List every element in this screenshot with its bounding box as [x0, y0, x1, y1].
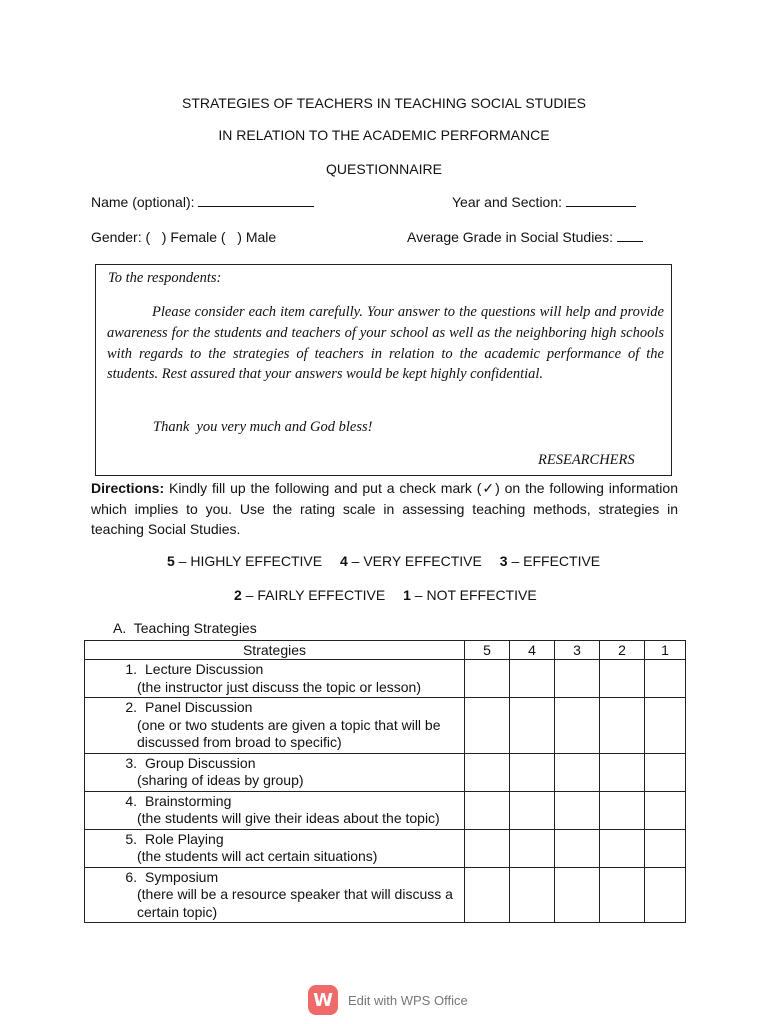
questionnaire-subtitle: QUESTIONNAIRE: [326, 161, 442, 177]
table-row: [85, 753, 686, 791]
wps-logo-icon: W: [308, 985, 338, 1015]
name-blank[interactable]: [198, 195, 314, 207]
rating-header-2: 2: [600, 641, 645, 660]
scale-item-5: 5 – HIGHLY EFFECTIVE: [167, 553, 323, 569]
table-row: [85, 867, 686, 923]
rating-cell-3[interactable]: [555, 660, 600, 698]
rating-cell-3[interactable]: [555, 791, 600, 829]
rating-cell-3[interactable]: [555, 867, 600, 923]
title-line-1: STRATEGIES OF TEACHERS IN TEACHING SOCIAL STUDIES: [182, 95, 586, 111]
average-grade-field: [407, 229, 643, 245]
note-signature: RESEARCHERS: [538, 452, 635, 468]
rating-scale-line-2: [234, 587, 551, 603]
wps-edit-text: Edit with WPS Office: [348, 992, 468, 1008]
rating-cell-5[interactable]: [465, 829, 510, 867]
table-row: [85, 660, 686, 698]
rating-cell-4[interactable]: [510, 660, 555, 698]
strategy-cell: 5. Role Playing (the students will act certain situations): [85, 829, 465, 867]
strategies-column-header: Strategies: [85, 641, 465, 660]
directions-label: Directions:: [91, 480, 165, 496]
rating-scale-line-1: [167, 553, 614, 569]
note-thanks: Thank you very much and God bless!: [153, 419, 373, 435]
rating-cell-4[interactable]: [510, 867, 555, 923]
section-title: A. Teaching Strategies: [113, 620, 257, 636]
rating-cell-5[interactable]: [465, 698, 510, 754]
strategy-cell: 3. Group Discussion (sharing of ideas by group): [85, 753, 465, 791]
rating-cell-1[interactable]: [645, 791, 686, 829]
rating-cell-3[interactable]: [555, 829, 600, 867]
strategies-rating-table: [84, 640, 686, 923]
rating-cell-1[interactable]: [645, 867, 686, 923]
scale-item-3: 3 – EFFECTIVE: [499, 553, 601, 569]
rating-cell-3[interactable]: [555, 753, 600, 791]
table-row: [85, 698, 686, 754]
rating-cell-4[interactable]: [510, 698, 555, 754]
rating-cell-5[interactable]: [465, 660, 510, 698]
rating-cell-4[interactable]: [510, 829, 555, 867]
average-grade-blank[interactable]: [617, 230, 643, 242]
directions-text: Kindly fill up the following and put a check mark (✓) on the following information which implies to you. Use the rating scale in assessing teaching methods, strategies in teaching Social Studies.: [91, 480, 678, 537]
name-field: [91, 194, 314, 210]
rating-cell-1[interactable]: [645, 698, 686, 754]
rating-header-4: 4: [510, 641, 555, 660]
note-greeting: To the respondents:: [108, 270, 222, 286]
rating-header-5: 5: [465, 641, 510, 660]
scale-item-4: 4 – VERY EFFECTIVE: [339, 553, 482, 569]
rating-cell-4[interactable]: [510, 753, 555, 791]
rating-cell-1[interactable]: [645, 829, 686, 867]
note-body: Please consider each item carefully. Your answer to the questions will help and provide awareness for the students and teachers of your school as well as the neighboring high schools with regards to the strategies of teachers in relation to the academic performance of the students. Rest assured that your answers would be kept highly confidential.: [107, 304, 664, 383]
year-section-label: Year and Section:: [452, 194, 563, 210]
rating-cell-2[interactable]: [600, 867, 645, 923]
rating-cell-1[interactable]: [645, 753, 686, 791]
rating-cell-2[interactable]: [600, 660, 645, 698]
average-grade-label: Average Grade in Social Studies:: [407, 229, 613, 245]
table-row: [85, 829, 686, 867]
rating-cell-2[interactable]: [600, 698, 645, 754]
year-section-field: [452, 194, 636, 210]
strategy-cell: 4. Brainstorming (the students will give their ideas about the topic): [85, 791, 465, 829]
rating-cell-4[interactable]: [510, 791, 555, 829]
rating-header-3: 3: [555, 641, 600, 660]
rating-cell-2[interactable]: [600, 829, 645, 867]
rating-cell-5[interactable]: [465, 791, 510, 829]
scale-item-2: 2 – FAIRLY EFFECTIVE: [234, 587, 386, 603]
gender-field: Gender: ( ) Female ( ) Male: [91, 229, 277, 245]
title-line-2: IN RELATION TO THE ACADEMIC PERFORMANCE: [218, 127, 550, 143]
strategy-cell: 1. Lecture Discussion (the instructor just discuss the topic or lesson): [85, 660, 465, 698]
directions-paragraph: [91, 478, 678, 540]
strategy-cell: 2. Panel Discussion (one or two students are given a topic that will be discussed from broad to specific): [85, 698, 465, 754]
rating-cell-2[interactable]: [600, 753, 645, 791]
rating-cell-5[interactable]: [465, 753, 510, 791]
table-row: [85, 791, 686, 829]
rating-cell-5[interactable]: [465, 867, 510, 923]
scale-item-1: 1 – NOT EFFECTIVE: [403, 587, 537, 603]
table-header-row: [85, 641, 686, 660]
rating-cell-2[interactable]: [600, 791, 645, 829]
wps-edit-badge[interactable]: [308, 983, 468, 1017]
rating-cell-1[interactable]: [645, 660, 686, 698]
strategy-cell: 6. Symposium (there will be a resource speaker that will discuss a certain topic): [85, 867, 465, 923]
rating-header-1: 1: [645, 641, 686, 660]
rating-cell-3[interactable]: [555, 698, 600, 754]
name-label: Name (optional):: [91, 194, 195, 210]
year-section-blank[interactable]: [566, 195, 636, 207]
respondents-note-box: [95, 264, 672, 476]
